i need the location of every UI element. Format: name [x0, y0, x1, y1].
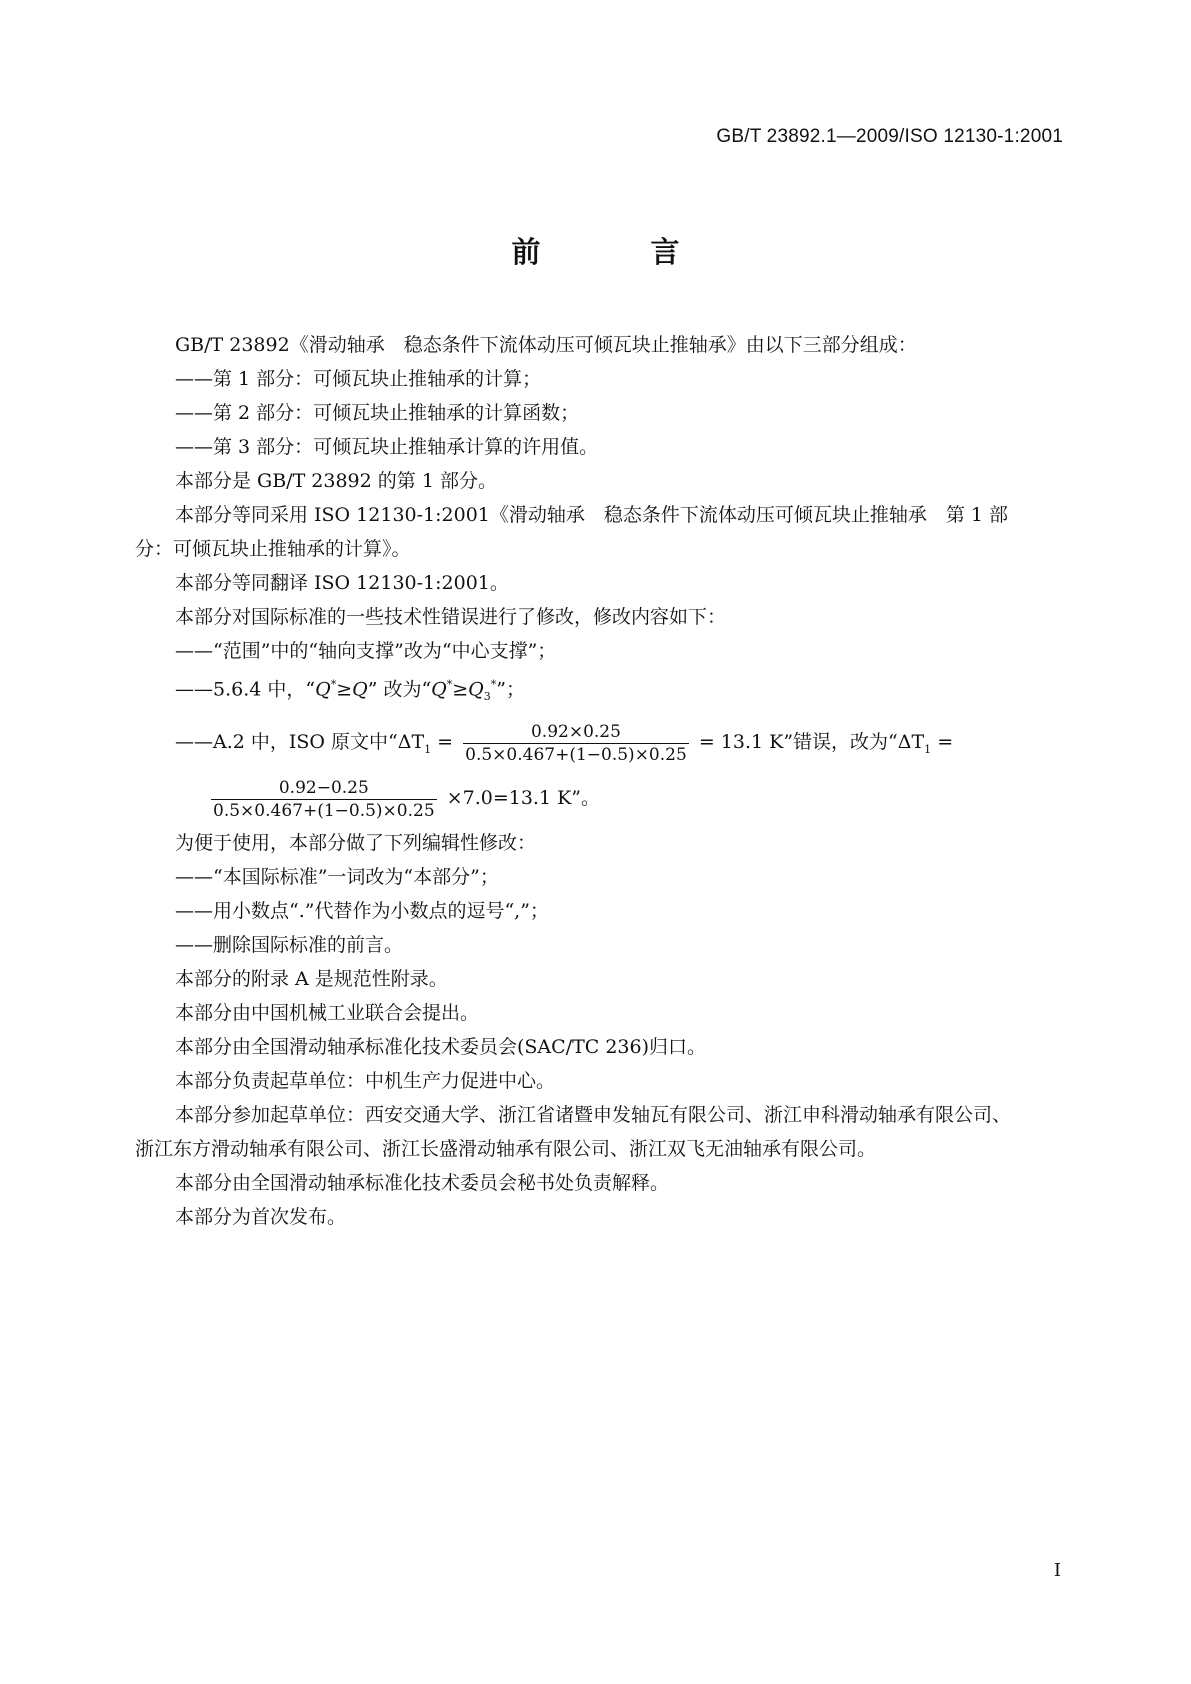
paragraph-continuation: 分：可倾瓦块止推轴承的计算》。 — [135, 538, 411, 560]
list-item: ——第 2 部分：可倾瓦块止推轴承的计算函数； — [175, 402, 580, 424]
paragraph: 本部分为首次发布。 — [175, 1206, 347, 1229]
paragraph: 本部分是 GB/T 23892 的第 1 部分。 — [175, 470, 497, 492]
paragraph: 本部分由全国滑动轴承标准化技术委员会(SAC/TC 236)归口。 — [175, 1036, 707, 1059]
page-title: 前 言 — [511, 235, 730, 269]
paragraph: GB/T 23892《滑动轴承 稳态条件下流体动压可倾瓦块止推轴承》由以下三部分组成： — [175, 334, 917, 356]
fraction-corrected: $\frac{0.92-0.25}{0.5\times 0.467+(1-0.5)\times 0.25}$ — [213, 777, 435, 821]
document-code: GB/T 23892.1—2009/ISO 12130-1:2001 — [716, 126, 1063, 147]
list-item-formula-q: ——5.6.4 中，“Q*≥Q” 改为“$Q^*\ge Q_3^*$”； — [175, 678, 525, 704]
paragraph: 本部分由中国机械工业联合会提出。 — [175, 1002, 480, 1025]
paragraph: 本部分等同采用 ISO 12130-1:2001《滑动轴承 稳态条件下流体动压可倾瓦块止推轴承 第 1 部 — [175, 504, 1009, 526]
paragraph: 本部分由全国滑动轴承标准化技术委员会秘书处负责解释。 — [175, 1172, 670, 1195]
list-item: ——“本国际标准”一词改为“本部分”； — [175, 866, 499, 889]
page-number: I — [1053, 1560, 1061, 1581]
list-item: ——删除国际标准的前言。 — [175, 934, 404, 957]
fraction-original: $\frac{0.92\times 0.25}{0.5\times 0.467+(1-0.5)\times 0.25}$ — [465, 721, 687, 765]
list-item: ——第 1 部分：可倾瓦块止推轴承的计算； — [175, 368, 542, 390]
list-item: ——用小数点“.”代替作为小数点的逗号“,”； — [175, 900, 549, 923]
paragraph: 本部分等同翻译 ISO 12130-1:2001。 — [175, 572, 509, 594]
list-item-formula-delta-t: ——A.2 中，ISO 原文中“$\Delta T_1$ = $\frac{0.92\times 0.25}{0.5\times 0.467+(1-0.5)\times 0.25}$ = 13.1 K”错误，改为“$\Delta T_1$ = — [175, 721, 954, 765]
document-body — [135, 328, 1060, 1234]
paragraph: 本部分负责起草单位：中机生产力促进中心。 — [175, 1070, 556, 1093]
paragraph: 为便于使用，本部分做了下列编辑性修改： — [175, 832, 537, 855]
paragraph: 本部分对国际标准的一些技术性错误进行了修改，修改内容如下： — [175, 606, 727, 628]
formula-correction: $\frac{0.92-0.25}{0.5\times 0.467+(1-0.5)\times 0.25}$ ×7.0=13.1 K”。 — [213, 777, 601, 821]
paragraph: 本部分参加起草单位：西安交通大学、浙江省诸暨申发轴瓦有限公司、浙江申科滑动轴承有限公司、 — [175, 1104, 1012, 1127]
paragraph: 本部分的附录 A 是规范性附录。 — [175, 968, 448, 991]
list-item: ——“范围”中的“轴向支撑”改为“中心支撑”； — [175, 640, 557, 662]
paragraph-continuation: 浙江东方滑动轴承有限公司、浙江长盛滑动轴承有限公司、浙江双飞无油轴承有限公司。 — [135, 1138, 877, 1161]
list-item: ——第 3 部分：可倾瓦块止推轴承计算的许用值。 — [175, 436, 599, 458]
